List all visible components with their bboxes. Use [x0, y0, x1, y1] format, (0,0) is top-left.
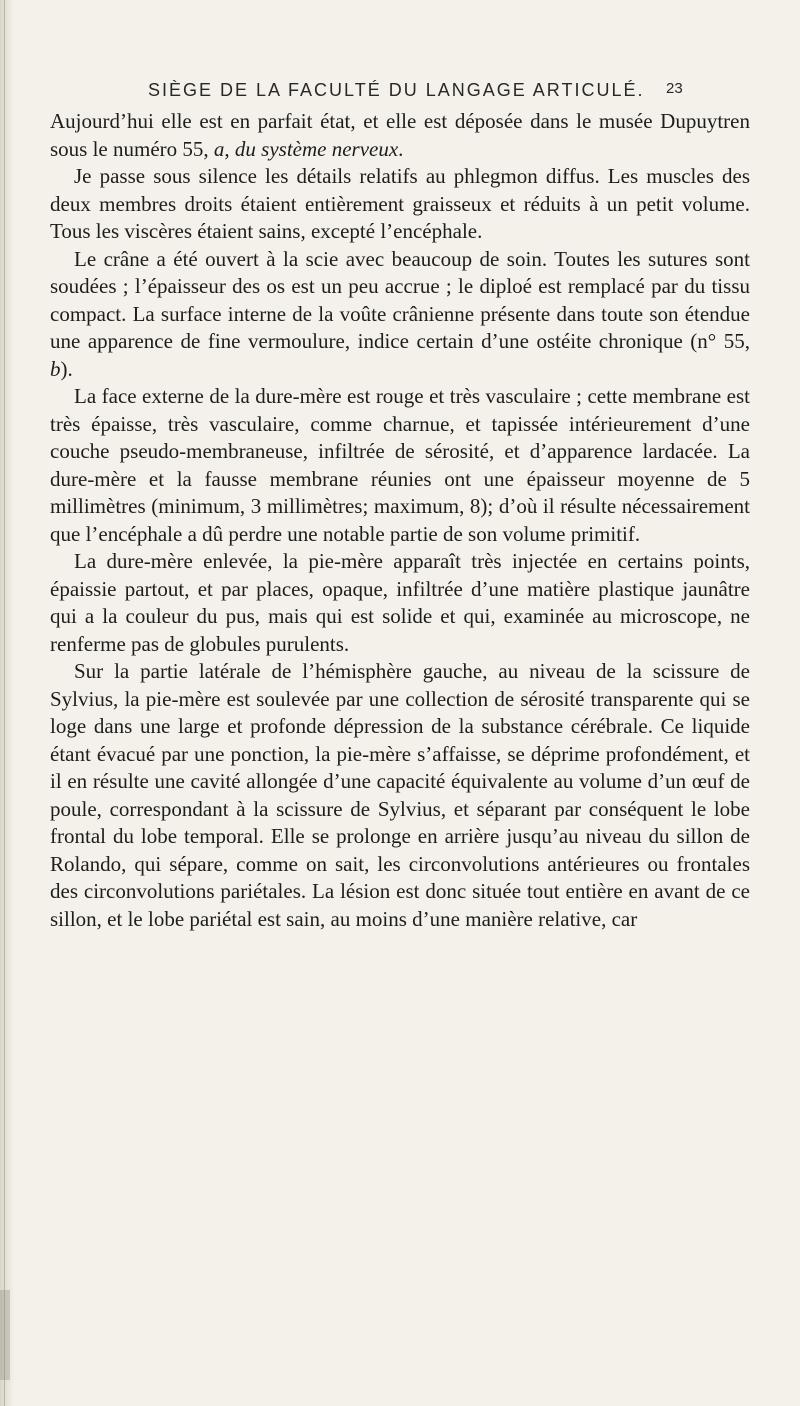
paragraph-1-italic-a: a: [213, 136, 225, 161]
paragraph-4: La face externe de la dure-mère est rouge et très vasculaire ; cette membrane est très épaisse, très vasculaire, comme charnue, et tapissée intérieurement d’une couche pseudo-membraneuse, infiltrée de sérosité, et d’apparence lardacée. La dure-mère et la fausse membrane réunies ont une épaisseur moyenne de 5 millimètres (minimum, 3 millimètres; maximum, 8); d’où il résulte nécessairement que l’encéphale a dû perdre une notable partie de son volume primitif.: [50, 384, 750, 546]
paragraph-6: Sur la partie latérale de l’hémisphère gauche, au niveau de la scissure de Sylvius, la pie-mère est soulevée par une collection de sérosité transparente qui se loge dans une large et profonde dépression de la substance cérébrale. Ce liquide étant évacué par une ponction, la pie-mère s’affaisse, se déprime profondément, et il en résulte une cavité allongée d’une capacité équivalente au volume d’un œuf de poule, correspondant à la scissure de Sylvius, et séparant par conséquent le lobe frontal du lobe temporal. Elle se prolonge en arrière jusqu’au niveau du sillon de Rolando, qui sépare, comme on sait, les circonvolutions antérieures ou frontales des circonvolutions pariétales. La lésion est donc située tout entière en avant de ce sillon, et le lobe pariétal est sain, au moins d’une manière relative, car: [50, 659, 750, 931]
paragraph-3: [50, 246, 750, 384]
paragraph-5: La dure-mère enlevée, la pie-mère apparaît très injectée en certains points, épaissie partout, et par places, opaque, infiltrée d’une matière plastique jaunâtre qui a la couleur du pus, mais qui est solide et qui, examinée au microscope, ne renferme pas de globules purulents.: [50, 549, 750, 656]
paragraph-3-text: Le crâne a été ouvert à la scie avec beaucoup de soin. Toutes les sutures sont soudées ; l’épaisseur des os est un peu accrue ; le diploé est remplacé par du tissu compact. La surface interne de la voûte crânienne présente dans toute son étendue une apparence de fine vermoulure, indice certain d’une ostéite chronique (n° 55,: [50, 246, 750, 353]
page-number: 23: [666, 80, 683, 97]
page-binding-edge: [0, 0, 14, 1406]
page-binding-line: [4, 0, 5, 1406]
paragraph-1-italic-collection: du système nerveux: [234, 136, 399, 161]
paragraph-1-text: Aujourd’hui elle est en parfait état, et elle est déposée dans le musée Dupuytren sous le numéro 55,: [50, 109, 750, 161]
binding-shadow: [0, 1290, 10, 1380]
paragraph-1: [50, 108, 750, 163]
paragraph-2: Je passe sous silence les détails relatifs au phlegmon diffus. Les muscles des deux membres droits étaient entièrement graisseux et réduits à un petit volume. Tous les viscères étaient sains, excepté l’encéphale.: [50, 164, 750, 243]
running-head: SIÈGE DE LA FACULTÉ DU LANGAGE ARTICULÉ.: [148, 80, 645, 100]
body-text: [50, 108, 750, 933]
paragraph-3-end: ).: [60, 356, 73, 381]
paragraph-1-comma: ,: [224, 136, 235, 161]
paragraph-3-italic-b: b: [50, 356, 61, 381]
paragraph-1-period: .: [398, 136, 404, 161]
